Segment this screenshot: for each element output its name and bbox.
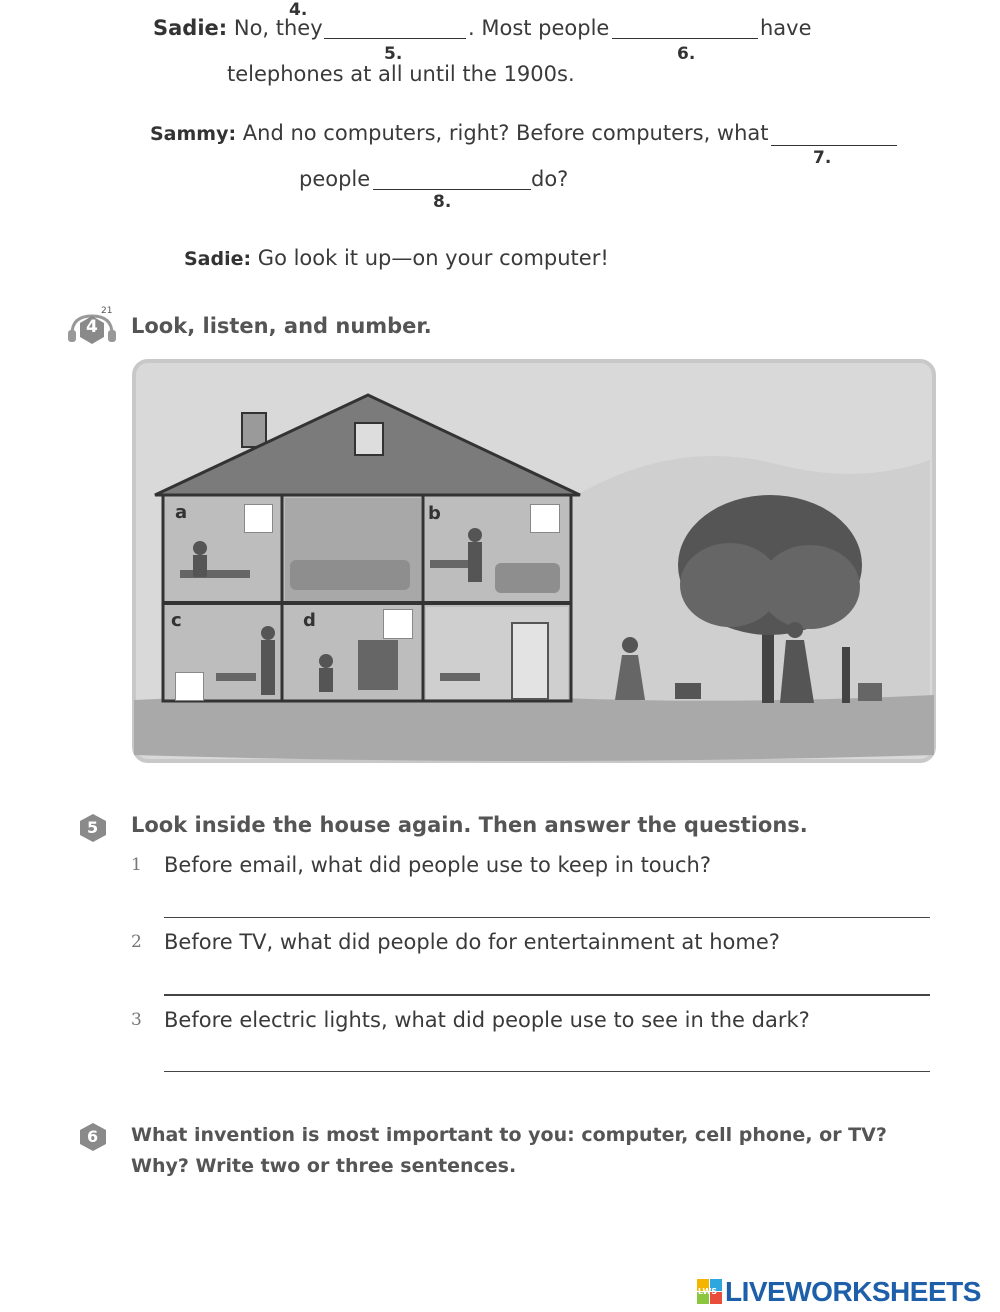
section-5-badge (78, 813, 108, 843)
question-number: 2 (131, 932, 142, 952)
blank-number-6: 6. (677, 44, 696, 64)
dialogue-text: No, they (233, 16, 323, 40)
section-6-title-line-1: What invention is most important to you: computer, cell phone, or TV? (131, 1124, 887, 1146)
speaker-sadie: Sadie: (153, 16, 228, 40)
speaker-sammy: Sammy: (150, 123, 237, 145)
dialogue-line-2 (150, 121, 769, 145)
section-6-badge (78, 1122, 108, 1152)
dialogue-text: have (760, 16, 812, 40)
blank-number-7: 7. (813, 148, 832, 168)
question-text: Before email, what did people use to keep in touch? (164, 853, 711, 877)
house-illustration (130, 355, 954, 765)
dialogue-text: And no computers, right? Before computers, what (242, 121, 769, 145)
answer-blank-5[interactable] (612, 38, 758, 39)
logo-mark-icon (697, 1279, 723, 1305)
dialogue-text: telephones at all until the 1900s. (227, 62, 575, 86)
logo-mark-text: LWS (698, 1287, 718, 1296)
speaker-sadie: Sadie: (184, 248, 252, 270)
room-label-c: c (171, 610, 182, 631)
blank-number-5: 5. (384, 44, 403, 64)
answer-blank-7[interactable] (771, 145, 897, 146)
room-label-a: a (175, 502, 188, 523)
liveworksheets-logo (697, 1276, 997, 1308)
logo-text: LIVEWORKSHEETS (725, 1276, 981, 1307)
question-number: 1 (131, 855, 142, 875)
blank-number-8: 8. (433, 192, 452, 212)
answer-box-d[interactable] (383, 609, 413, 639)
question-text: Before electric lights, what did people use to see in the dark? (164, 1008, 810, 1032)
section-4-badge (62, 308, 122, 348)
blank-number-4: 4. (289, 0, 308, 20)
answer-box-a[interactable] (244, 504, 273, 533)
answer-box-b[interactable] (530, 504, 560, 533)
dialogue-text: . Most people (468, 16, 610, 40)
answer-line-2[interactable] (164, 994, 930, 996)
dialogue-line-1 (153, 16, 323, 40)
question-number: 3 (131, 1010, 142, 1030)
dialogue-line-3 (184, 246, 609, 270)
section-5-title: Look inside the house again. Then answer the questions. (131, 813, 808, 837)
answer-blank-8[interactable] (373, 189, 531, 190)
answer-blank-4[interactable] (324, 38, 466, 39)
answer-line-3[interactable] (164, 1071, 930, 1072)
answer-box-c[interactable] (175, 672, 204, 701)
section-number: 4 (86, 317, 98, 337)
dialogue-text: Go look it up—on your computer! (257, 246, 609, 270)
room-label-b: b (428, 503, 441, 524)
question-text: Before TV, what did people do for entertainment at home? (164, 930, 780, 954)
dialogue-text: do? (531, 167, 569, 191)
house-scene-image (130, 355, 954, 765)
section-number: 6 (87, 1127, 99, 1146)
answer-line-1[interactable] (164, 917, 930, 918)
room-label-d: d (303, 610, 316, 631)
section-6-title-line-2: Why? Write two or three sentences. (131, 1155, 517, 1177)
dialogue-text: people (299, 167, 371, 191)
section-4-title: Look, listen, and number. (131, 314, 432, 338)
section-number: 5 (87, 818, 99, 837)
track-number: 21 (101, 306, 113, 316)
